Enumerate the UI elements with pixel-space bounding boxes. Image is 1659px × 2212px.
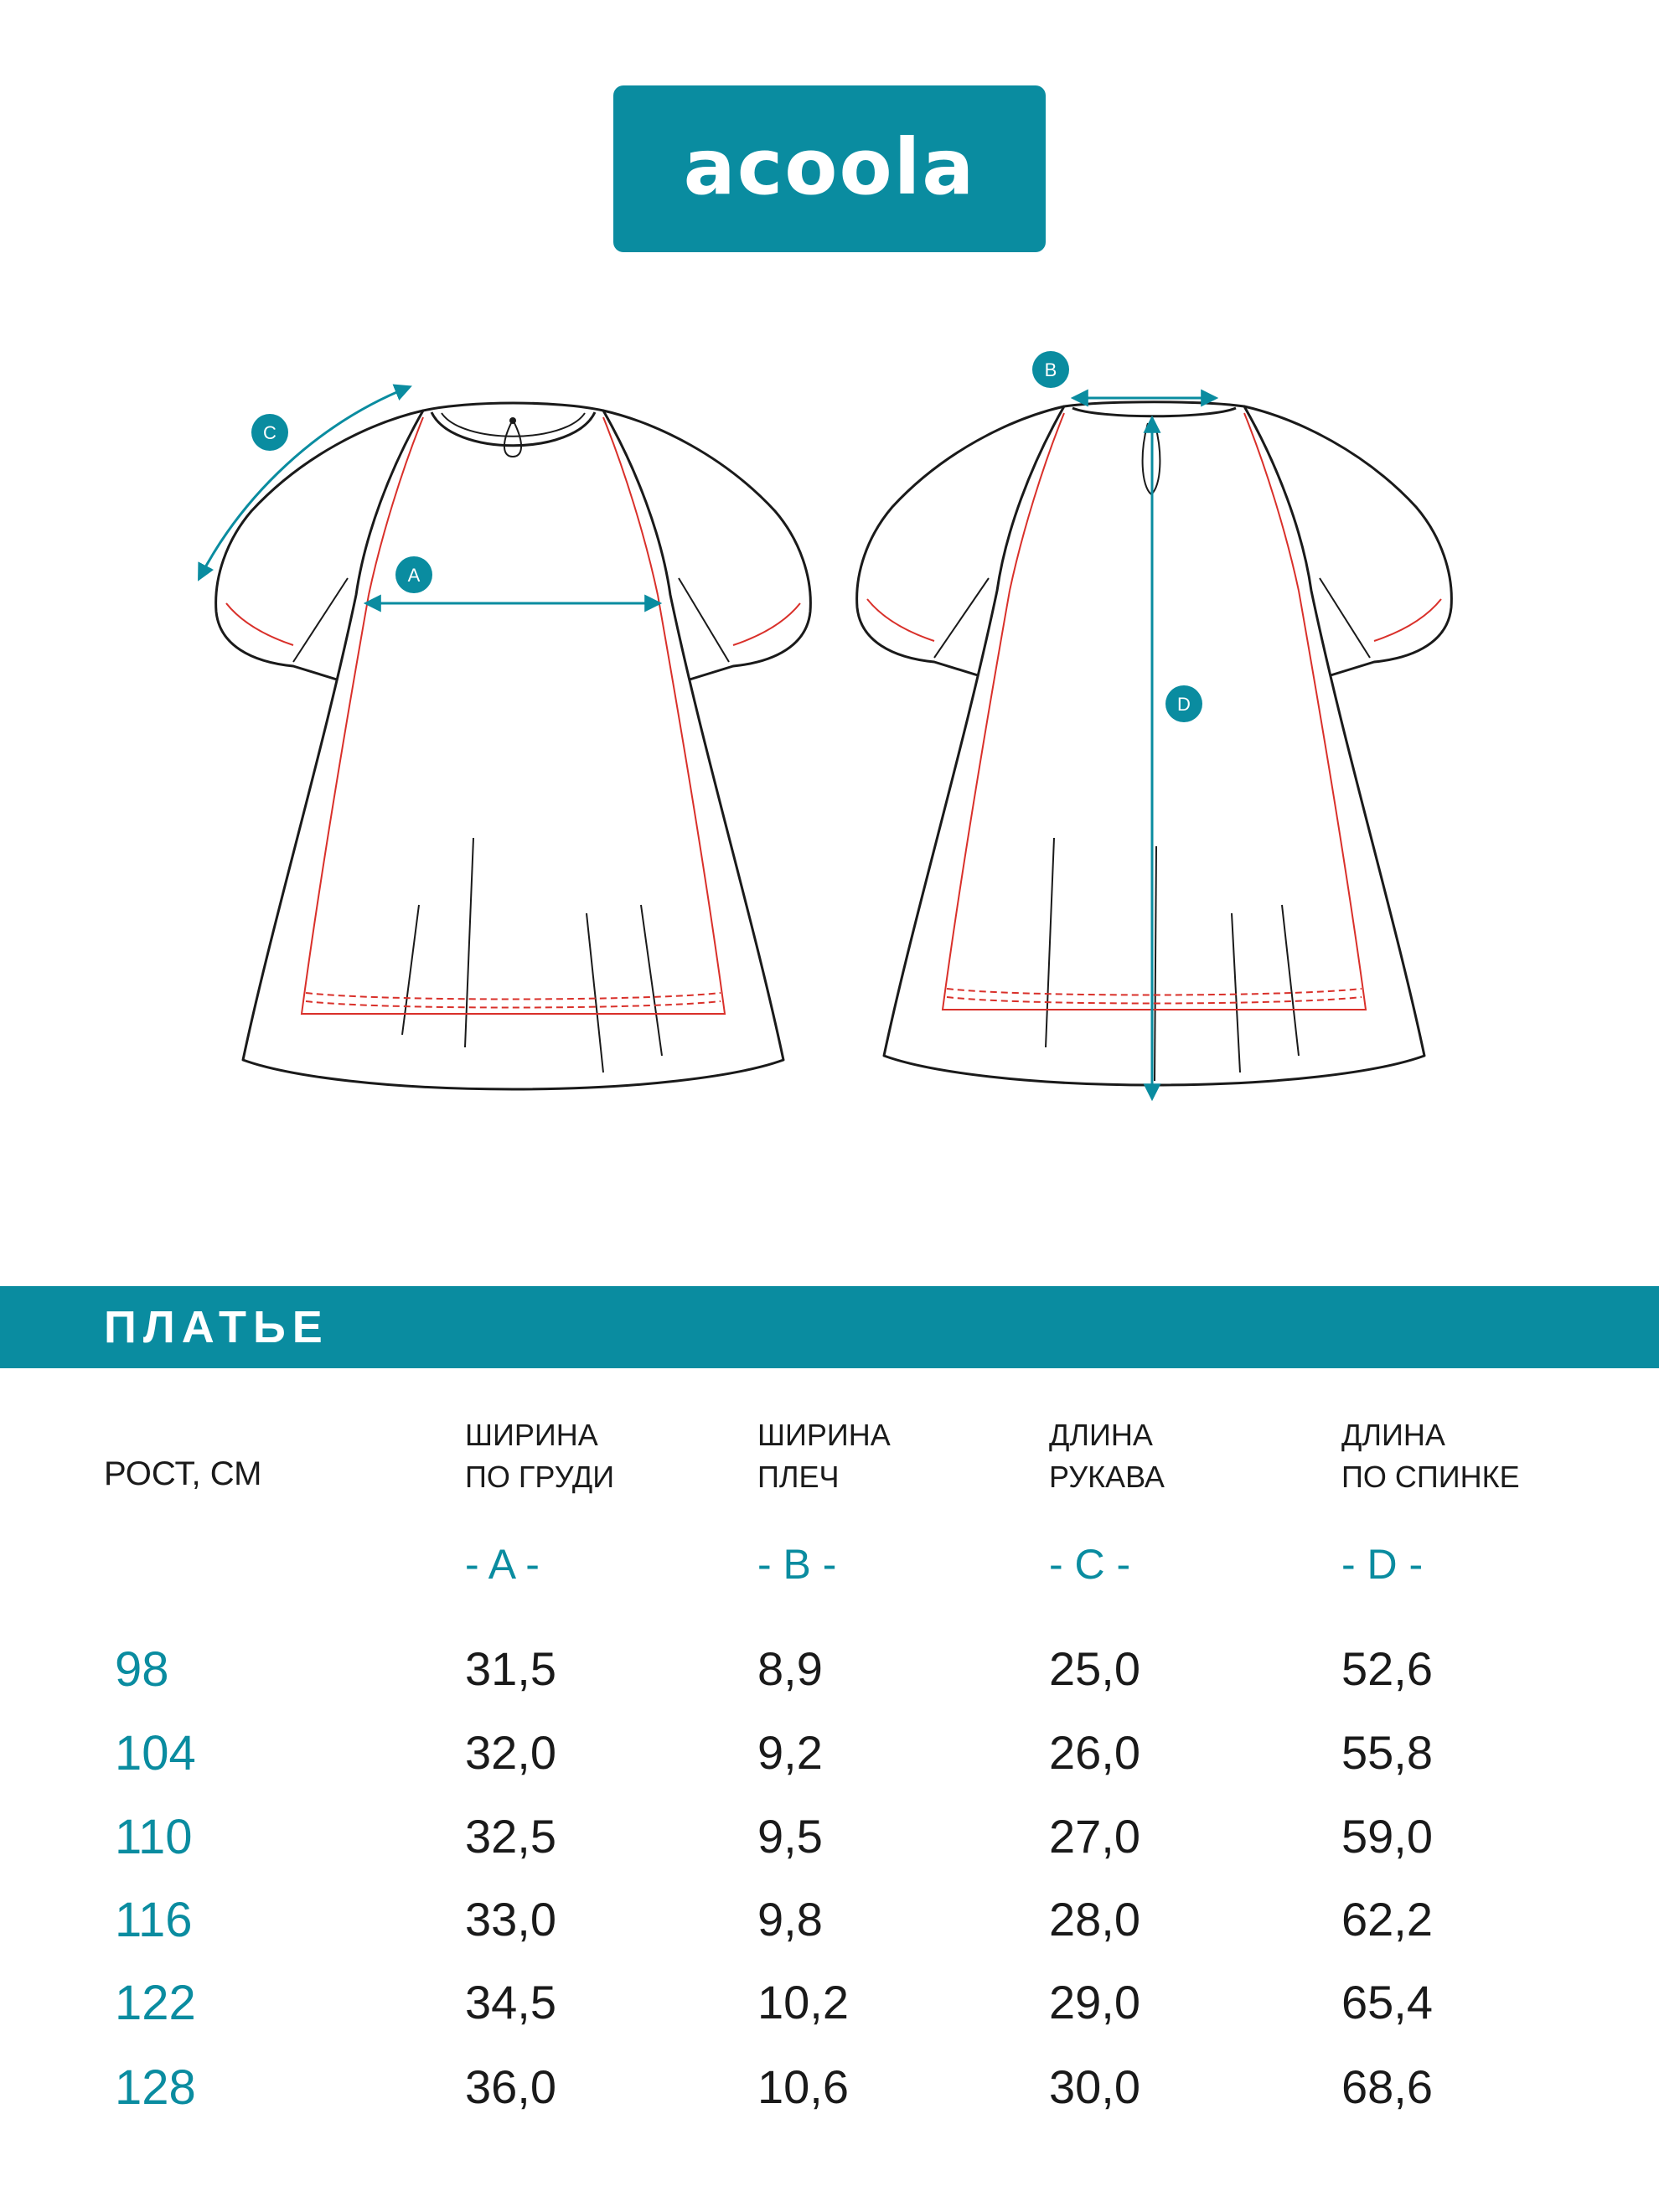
value-cell: 65,4 [1341,1976,1433,2029]
col-letter-c: - C - [1049,1541,1131,1588]
brand-logo [613,85,1046,252]
value-cell: 68,6 [1341,2060,1433,2113]
badge-a: A [407,565,421,586]
garment-diagram [0,318,1659,1207]
col-letter-d: - D - [1341,1541,1424,1588]
value-cell: 36,0 [465,2060,556,2113]
badge-c: C [263,422,276,443]
title-band [0,1286,1659,1368]
col-letter-b: - B - [757,1541,837,1588]
col-letter-a: - A - [465,1541,540,1588]
value-cell: 28,0 [1049,1893,1140,1946]
value-cell: 34,5 [465,1976,556,2029]
size-cell: 122 [115,1976,196,2030]
value-cell: 25,0 [1049,1642,1140,1695]
col-header-d: ДЛИНА ПО СПИНКЕ [1341,1418,1520,1494]
value-cell: 31,5 [465,1642,556,1695]
value-cell: 33,0 [465,1893,556,1946]
value-cell: 9,2 [757,1726,823,1779]
value-cell: 27,0 [1049,1810,1140,1863]
badge-d: D [1177,694,1191,715]
value-cell: 32,0 [465,1726,556,1779]
value-cell: 10,6 [757,2060,849,2113]
size-cell: 116 [115,1893,193,1947]
value-cell: 10,2 [757,1976,849,2029]
value-cell: 26,0 [1049,1726,1140,1779]
size-cell: 98 [115,1642,169,1697]
badge-b: B [1044,359,1057,380]
col-header-b: ШИРИНА ПЛЕЧ [757,1418,891,1494]
value-cell: 9,5 [757,1810,823,1863]
value-cell: 59,0 [1341,1810,1433,1863]
col-header-c: ДЛИНА РУКАВА [1049,1418,1165,1494]
product-title: ПЛАТЬЕ [104,1302,329,1352]
value-cell: 29,0 [1049,1976,1140,2029]
value-cell: 30,0 [1049,2060,1140,2113]
size-cell: 110 [115,1810,193,1864]
row-header: РОСТ, СМ [104,1455,262,1492]
size-cell: 104 [115,1726,196,1780]
size-cell: 128 [115,2060,196,2115]
value-cell: 55,8 [1341,1726,1433,1779]
col-header-a: ШИРИНА ПО ГРУДИ [465,1418,615,1494]
value-cell: 9,8 [757,1893,823,1946]
value-cell: 62,2 [1341,1893,1433,1946]
value-cell: 32,5 [465,1810,556,1863]
logo-wordmark: acoola [683,122,976,212]
value-cell: 8,9 [757,1642,823,1695]
value-cell: 52,6 [1341,1642,1433,1695]
